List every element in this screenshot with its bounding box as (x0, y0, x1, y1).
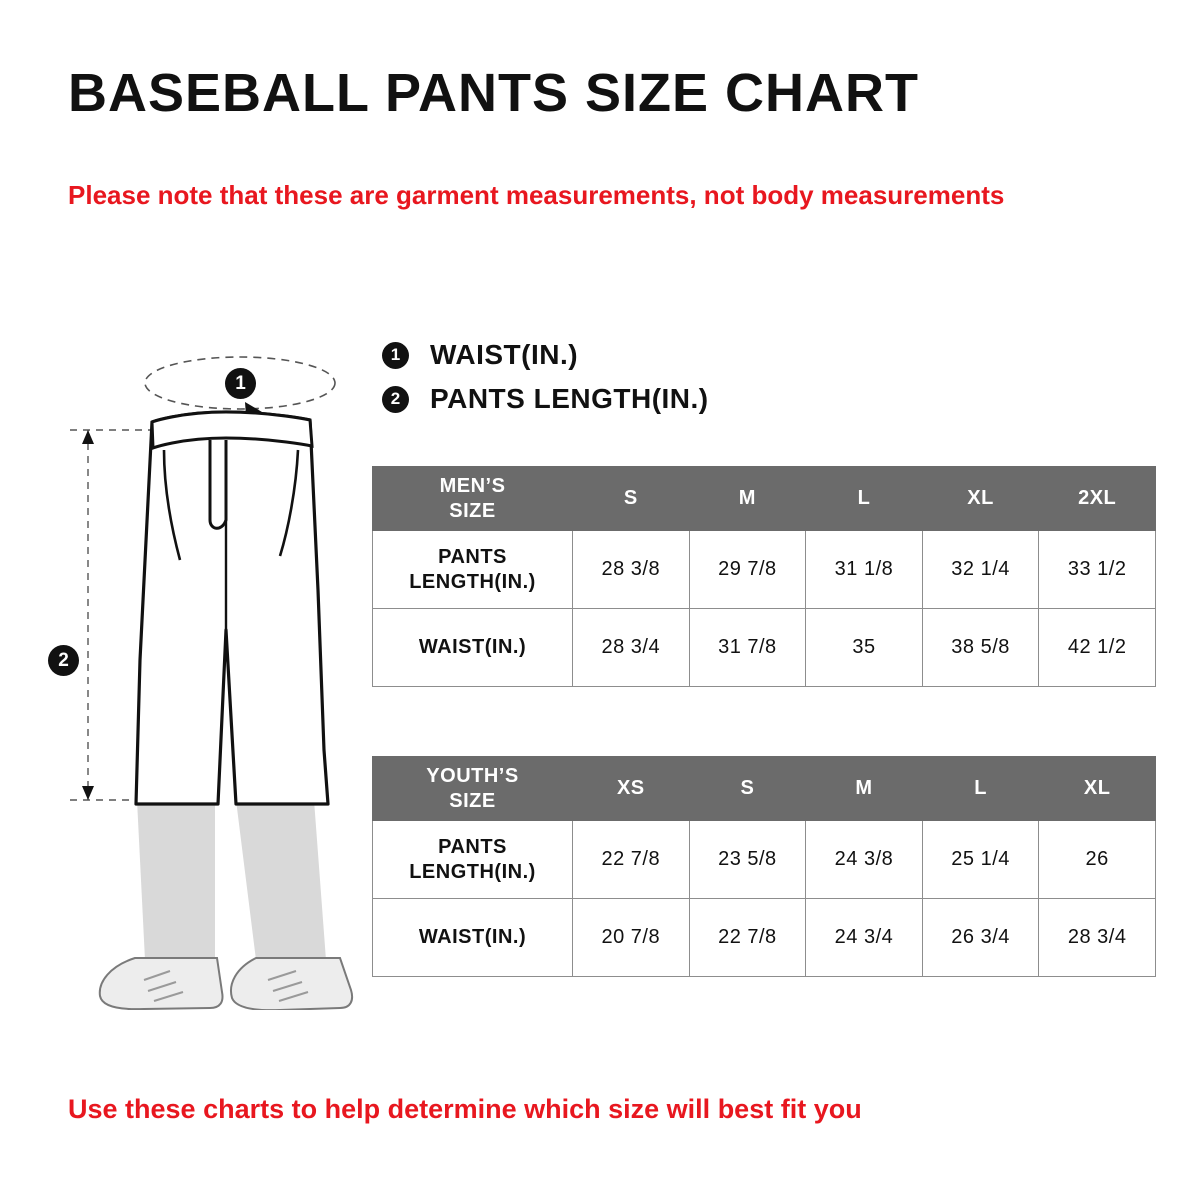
pants-diagram-svg (40, 330, 370, 1010)
legend-item-waist (382, 333, 709, 377)
youths-length-label-line1: PANTS (438, 835, 507, 858)
mens-length-label-line2: LENGTH(IN.) (409, 570, 536, 593)
mens-size-table (372, 466, 1156, 687)
marker-1-icon: 1 (382, 342, 409, 369)
youths-col-s: S (689, 757, 806, 821)
youths-row-label-waist: WAIST(IN.) (373, 899, 573, 977)
youths-corner-line1: YOUTH’S (426, 764, 519, 787)
youths-waist-m: 24 3/4 (806, 899, 923, 977)
youths-corner-line2: SIZE (449, 789, 496, 812)
youths-size-table (372, 756, 1156, 977)
youths-row-label-length (373, 821, 573, 899)
youths-waist-l: 26 3/4 (922, 899, 1039, 977)
mens-col-2xl: 2XL (1039, 467, 1156, 531)
mens-waist-s: 28 3/4 (573, 609, 690, 687)
youths-col-m: M (806, 757, 923, 821)
youths-length-xs: 22 7/8 (573, 821, 690, 899)
mens-length-m: 29 7/8 (689, 531, 806, 609)
youths-length-l: 25 1/4 (922, 821, 1039, 899)
table-row (373, 531, 1156, 609)
table-row (373, 609, 1156, 687)
footer-note: Use these charts to help determine which size will best fit you (68, 1094, 862, 1124)
youths-col-xl: XL (1039, 757, 1156, 821)
legend (382, 333, 709, 421)
mens-waist-2xl: 42 1/2 (1039, 609, 1156, 687)
mens-length-xl: 32 1/4 (922, 531, 1039, 609)
mens-row-label-length (373, 531, 573, 609)
mens-corner-line2: SIZE (449, 499, 496, 522)
mens-corner-label (373, 467, 573, 531)
mens-col-xl: XL (922, 467, 1039, 531)
mens-waist-l: 35 (806, 609, 923, 687)
mens-col-l: L (806, 467, 923, 531)
measurement-note: Please note that these are garment measurements, not body measurements (68, 180, 1005, 210)
page-title: BASEBALL PANTS SIZE CHART (68, 63, 920, 123)
mens-col-s: S (573, 467, 690, 531)
mens-length-s: 28 3/8 (573, 531, 690, 609)
youths-col-xs: XS (573, 757, 690, 821)
mens-length-l: 31 1/8 (806, 531, 923, 609)
youths-corner-label (373, 757, 573, 821)
table-header-row (373, 467, 1156, 531)
legend-label-length: PANTS LENGTH(IN.) (430, 383, 709, 414)
legend-label-waist: WAIST(IN.) (430, 339, 579, 370)
youths-waist-xl: 28 3/4 (1039, 899, 1156, 977)
youths-waist-xs: 20 7/8 (573, 899, 690, 977)
mens-waist-m: 31 7/8 (689, 609, 806, 687)
youths-length-xl: 26 (1039, 821, 1156, 899)
mens-waist-xl: 38 5/8 (922, 609, 1039, 687)
marker-2-icon: 2 (382, 386, 409, 413)
mens-row-label-waist: WAIST(IN.) (373, 609, 573, 687)
pants-illustration (40, 330, 370, 1010)
mens-col-m: M (689, 467, 806, 531)
mens-corner-line1: MEN’S (439, 474, 506, 497)
table-row (373, 821, 1156, 899)
mens-length-label-line1: PANTS (438, 545, 507, 568)
mens-length-2xl: 33 1/2 (1039, 531, 1156, 609)
youths-waist-s: 22 7/8 (689, 899, 806, 977)
diagram-marker-waist: 1 (225, 368, 256, 399)
youths-length-label-line2: LENGTH(IN.) (409, 860, 536, 883)
youths-length-m: 24 3/8 (806, 821, 923, 899)
youths-length-s: 23 5/8 (689, 821, 806, 899)
legend-item-length (382, 377, 709, 421)
diagram-marker-length: 2 (48, 645, 79, 676)
table-header-row (373, 757, 1156, 821)
youths-col-l: L (922, 757, 1039, 821)
table-row (373, 899, 1156, 977)
